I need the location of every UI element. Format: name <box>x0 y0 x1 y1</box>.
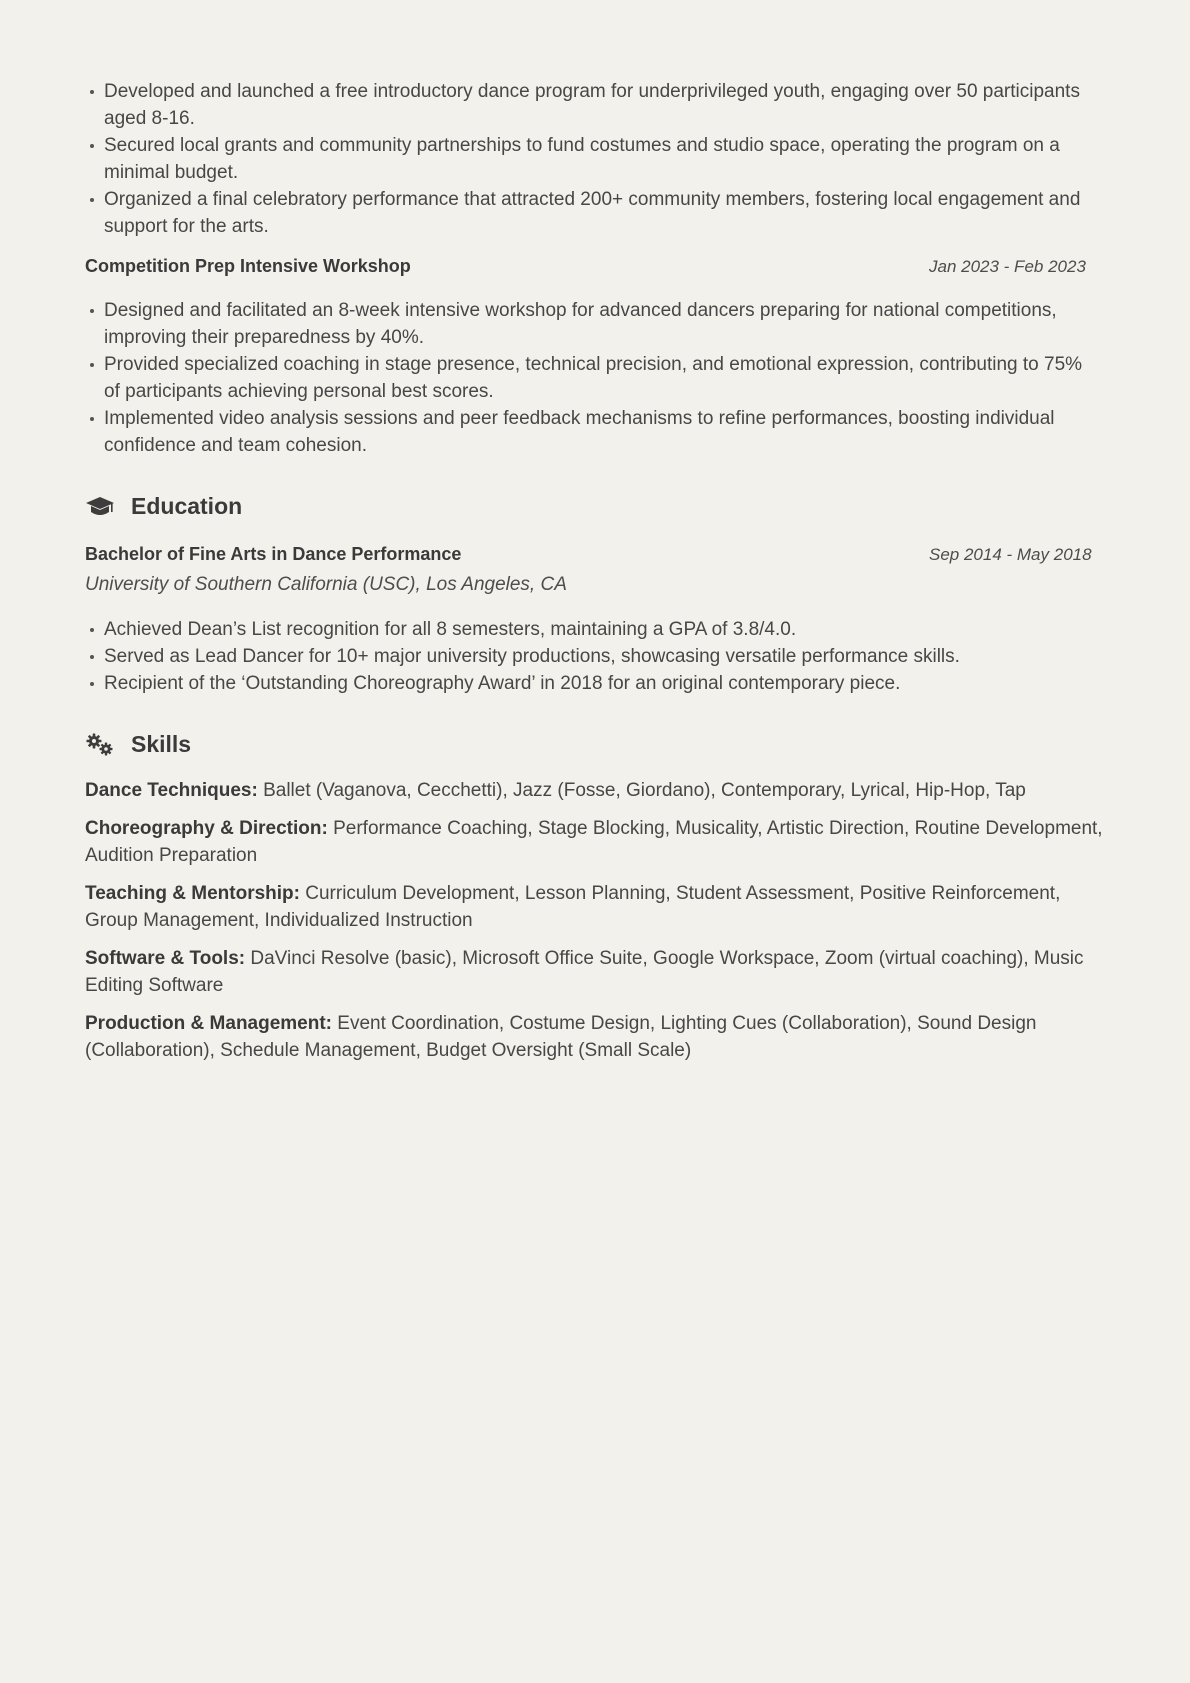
workshop-title: Competition Prep Intensive Workshop <box>85 256 411 276</box>
workshop-date: Jan 2023 - Feb 2023 <box>929 257 1086 276</box>
list-item: Achieved Dean’s List recognition for all 8 semesters, maintaining a GPA of 3.8/4.0. <box>104 616 1105 643</box>
skill-value: Performance Coaching, Stage Blocking, Musicality, Artistic Direction, Routine Development, Audition Preparation <box>85 818 1103 866</box>
list-item: Developed and launched a free introductory dance program for underprivileged youth, engaging over 50 participants aged 8-16. <box>104 78 1105 132</box>
cogs-icon <box>85 732 115 758</box>
skill-row <box>85 945 1105 999</box>
education-date: Sep 2014 - May 2018 <box>929 545 1092 564</box>
skill-value: Curriculum Development, Lesson Planning, Student Assessment, Positive Reinforcement, Group Management, Individualized Instruction <box>85 883 1061 931</box>
education-heading: Education <box>131 493 243 519</box>
graduation-cap-icon <box>85 494 115 520</box>
skill-label: Teaching & Mentorship: <box>85 883 300 904</box>
list-item: Secured local grants and community partnerships to fund costumes and studio space, operating the program on a minimal budget. <box>104 132 1105 186</box>
list-item: Organized a final celebratory performance that attracted 200+ community members, fostering local engagement and support for the arts. <box>104 186 1105 240</box>
community-program-bullets <box>85 78 1105 240</box>
skill-label: Dance Techniques: <box>85 780 258 801</box>
education-entry-header <box>85 544 1105 565</box>
workshop-bullets <box>85 297 1105 459</box>
list-item: Designed and facilitated an 8-week intensive workshop for advanced dancers preparing for national competitions, improving their preparedness by 40%. <box>104 297 1105 351</box>
list-item: Served as Lead Dancer for 10+ major university productions, showcasing versatile performance skills. <box>104 643 1105 670</box>
list-item: Implemented video analysis sessions and peer feedback mechanisms to refine performances, boosting individual confidence and team cohesion. <box>104 405 1105 459</box>
skill-row <box>85 815 1105 869</box>
skill-label: Software & Tools: <box>85 948 246 969</box>
school-name: University of Southern California (USC), Los Angeles, CA <box>85 574 567 595</box>
education-section-header <box>85 493 1105 520</box>
skill-value: DaVinci Resolve (basic), Microsoft Office Suite, Google Workspace, Zoom (virtual coaching), Music Editing Software <box>85 948 1084 996</box>
skills-list <box>85 777 1105 1064</box>
skill-row <box>85 1010 1105 1064</box>
list-item: Recipient of the ‘Outstanding Choreography Award’ in 2018 for an original contemporary piece. <box>104 670 1105 697</box>
skill-row <box>85 777 1105 804</box>
skills-heading: Skills <box>131 731 192 757</box>
degree-title: Bachelor of Fine Arts in Dance Performance <box>85 544 462 564</box>
skill-value: Ballet (Vaganova, Cecchetti), Jazz (Fosse, Giordano), Contemporary, Lyrical, Hip-Hop, Tap <box>263 780 1026 801</box>
skill-value: Event Coordination, Costume Design, Lighting Cues (Collaboration), Sound Design (Collaboration), Schedule Management, Budget Oversight (Small Scale) <box>85 1013 1037 1061</box>
education-bullets <box>85 616 1105 697</box>
list-item: Provided specialized coaching in stage presence, technical precision, and emotional expression, contributing to 75% of participants achieving personal best scores. <box>104 351 1105 405</box>
workshop-header <box>85 256 1105 277</box>
skill-label: Production & Management: <box>85 1013 333 1034</box>
skills-section-header <box>85 731 1105 758</box>
skill-label: Choreography & Direction: <box>85 818 328 839</box>
skill-row <box>85 880 1105 934</box>
